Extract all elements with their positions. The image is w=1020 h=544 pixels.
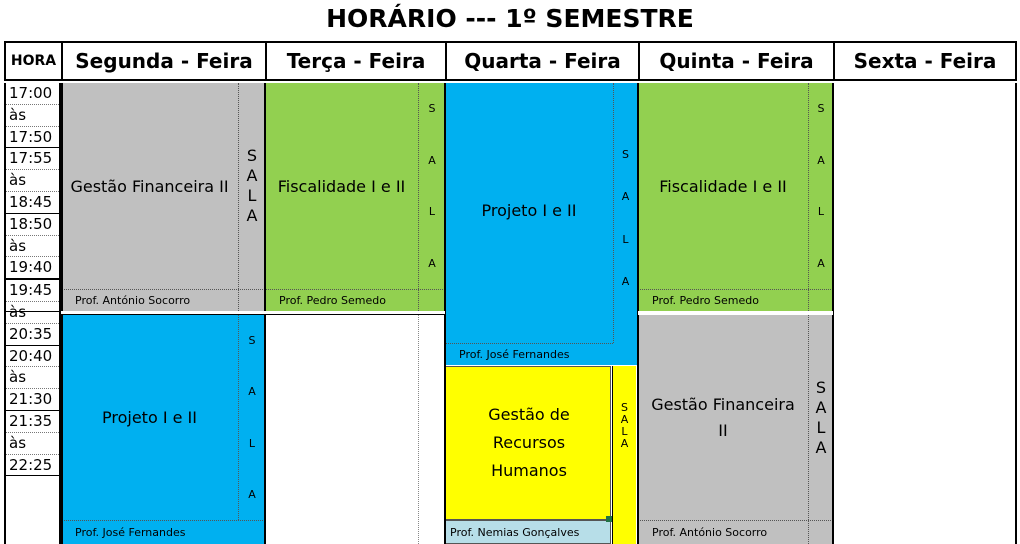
sala-letter: S (248, 334, 256, 348)
time-cell: 17:50 (6, 127, 59, 149)
sala-letter: A (621, 275, 630, 289)
sala-label (613, 133, 638, 303)
sala-letter: A (817, 153, 825, 167)
cell-divider (808, 289, 809, 311)
header-segunda: Segunda - Feira (61, 41, 265, 81)
time-cell: 18:50 (6, 214, 59, 236)
cell-filler (613, 343, 638, 365)
time-cell: às (6, 236, 59, 258)
subject-label: Projeto I e II (481, 201, 577, 220)
time-cell: às (6, 105, 59, 127)
sala-letter: A (620, 413, 629, 426)
subject-line: Gestão de (488, 405, 570, 424)
empty-divider (418, 315, 419, 544)
sala-letter: A (815, 397, 827, 417)
sala-label (418, 83, 445, 289)
subject-label: Fiscalidade I e II (659, 176, 787, 196)
time-cell: 17:00 (6, 83, 59, 105)
professor-label: Prof. José Fernandes (61, 520, 265, 544)
subject-line: II (718, 420, 728, 440)
time-cell: 17:55 (6, 148, 59, 170)
time-cell: 22:25 (6, 455, 59, 477)
time-cell: 18:45 (6, 192, 59, 214)
sala-letter: L (817, 205, 825, 219)
cell-divider (238, 289, 239, 311)
cell-divider (613, 83, 614, 343)
time-cell: 19:45 (6, 280, 59, 302)
time-cell: às (6, 302, 59, 324)
grid-line (61, 314, 445, 315)
sala-label (238, 83, 265, 289)
sala-letter: A (817, 256, 825, 270)
sala-label (238, 315, 265, 520)
class-block-qua-2[interactable] (445, 366, 611, 520)
sala-label (808, 315, 833, 520)
sala-letter: A (246, 166, 258, 185)
professor-label: Prof. Pedro Semedo (265, 289, 445, 311)
sala-letter: L (621, 425, 628, 438)
header-sexta: Sexta - Feira (833, 41, 1017, 81)
page-title: HORÁRIO --- 1º SEMESTRE (326, 4, 694, 33)
sala-letter: A (248, 385, 256, 399)
sala-letter: L (428, 205, 436, 219)
grid-line (1015, 83, 1017, 544)
sala-letter: L (248, 436, 256, 450)
header-hora: HORA (4, 41, 61, 81)
time-cell: às (6, 367, 59, 389)
class-block-ter-1[interactable] (265, 83, 445, 289)
sala-letter: S (428, 102, 436, 116)
sala-letter: L (247, 186, 257, 205)
sala-letter: S (817, 102, 825, 116)
sala-letter: A (621, 190, 630, 204)
sala-letter: A (428, 153, 436, 167)
sala-letter: A (248, 487, 256, 501)
time-cell: às (6, 170, 59, 192)
class-block-qui-1[interactable] (638, 83, 833, 289)
subject-line: Gestão Financeira (651, 394, 795, 414)
sala-letter: S (815, 377, 827, 397)
time-cell: 21:30 (6, 389, 59, 411)
class-block-qui-2[interactable] (638, 315, 833, 520)
sala-letter: A (815, 437, 827, 457)
class-block-qua-1[interactable] (445, 83, 638, 343)
time-cell: 20:40 (6, 346, 59, 368)
sala-label (612, 366, 636, 544)
subject-label: Projeto I e II (102, 408, 197, 427)
class-block-seg-1[interactable] (61, 83, 265, 289)
subject-label (446, 367, 612, 519)
header-quinta: Quinta - Feira (638, 41, 833, 81)
header-quarta: Quarta - Feira (445, 41, 638, 81)
professor-label: Prof. José Fernandes (445, 343, 613, 365)
time-cell: 19:40 (6, 257, 59, 280)
time-cell: 21:35 (6, 411, 59, 433)
sala-letter: A (428, 256, 436, 270)
sala-letter: S (621, 401, 628, 414)
fill-handle[interactable] (606, 516, 612, 522)
sala-letter: A (620, 437, 629, 450)
sala-letter: S (622, 147, 629, 161)
professor-label: Prof. Nemias Gonçalves (445, 520, 611, 544)
class-block-seg-2[interactable] (61, 315, 265, 520)
professor-label: Prof. António Socorro (61, 289, 265, 311)
subject-line: Humanos (491, 461, 567, 480)
subject-label (638, 315, 808, 520)
subject-label: Gestão Financeira II (70, 176, 229, 196)
time-cell: às (6, 433, 59, 455)
header-terca: Terça - Feira (265, 41, 445, 81)
professor-label: Prof. António Socorro (638, 520, 833, 544)
time-cell: 20:35 (6, 324, 59, 346)
row-gap (638, 311, 833, 315)
sala-letter: A (246, 206, 258, 225)
sala-letter: S (246, 146, 258, 165)
sala-label (808, 83, 833, 289)
sala-letter: L (622, 232, 629, 246)
cell-divider (418, 289, 419, 311)
time-column (4, 83, 61, 544)
subject-line: Recursos (492, 433, 566, 452)
professor-label: Prof. Pedro Semedo (638, 289, 833, 311)
sala-letter: L (816, 417, 826, 437)
subject-label: Fiscalidade I e II (277, 176, 406, 196)
cell-divider (808, 520, 809, 544)
